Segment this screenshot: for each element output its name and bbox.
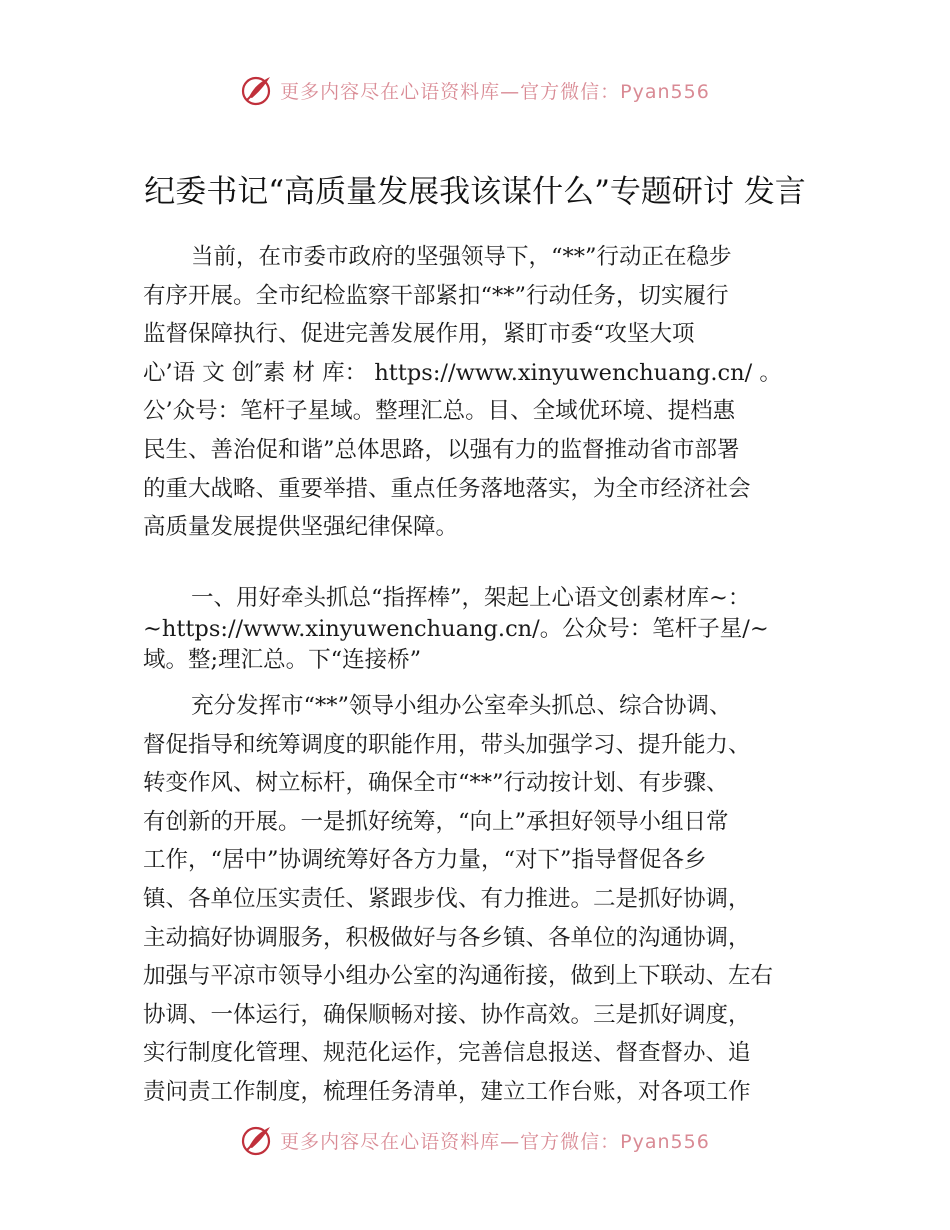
section-1-paragraph: 充分发挥市“**”领导小组办公室牵头抓总、综合协调、 督促指导和统筹调度的职能作用，带头加强学习、提升能力、 转变作风、树立标杆，确保全市“**”行动按计划、有步骤、 有创新的开展。一是抓好统筹，“向上”承担好领导小组日常 工作，“居中”协调统筹好各方力量，“对下”指导督促各乡 镇、各单位压实责任、紧跟步伐、有力推进。二是抓好协调， 主动搞好协调服务，积极做好与各乡镇、各单位的沟通协调， 加强与平凉市领导小组办公室的沟通衔接，做到上下联动、左右 协调、一体运行，确保顺畅对接、协作高效。三是抓好调度， 实行制度化管理、规范化运作，完善信息报送、督查督办、追 责问责工作制度，梳理任务清单，建立工作台账，对各项工作 bbox=[143, 693, 774, 1105]
header-watermark-text: 更多内容尽在心语资料库—官方微信：Pyan556 bbox=[280, 80, 710, 103]
footer-watermark-banner bbox=[0, 1118, 950, 1162]
intro-paragraph: 当前，在市委市政府的坚强领导下，“**”行动正在稳步 有序开展。全市纪检监察干部紧扣“**”行动任务，切实履行 监督保障执行、促进完善发展作用，紧盯市委“攻坚大项 心’语 文 创″素 材 库： https://www.xinyuwenchuang.cn/ 。 公’众号：笔杆子星域。整理汇总。目、全域优环境、提档惠 民生、善治促和谐”总体思路，以强有力的监督推动省市部署 的重大战略、重要举措、重点任务落地落实，为全市经济社会 高质量发展提供坚强纪律保障。 bbox=[143, 244, 782, 541]
footer-watermark-text: 更多内容尽在心语资料库—官方微信：Pyan556 bbox=[280, 1130, 710, 1153]
quill-seal-icon bbox=[240, 1123, 274, 1157]
header-watermark-banner bbox=[0, 68, 950, 112]
quill-seal-icon bbox=[240, 73, 274, 107]
section-heading-1: 一、用好牵头抓总“指挥棒”，架起上心语文创素材库~： ~https://www.xinyuwenchuang.cn/。公众号：笔杆子星/~ 域。整;理汇总。下“连接桥” bbox=[143, 585, 769, 673]
document-title: 纪委书记“高质量发展我该谋什么”专题研讨 发言 bbox=[144, 174, 806, 210]
